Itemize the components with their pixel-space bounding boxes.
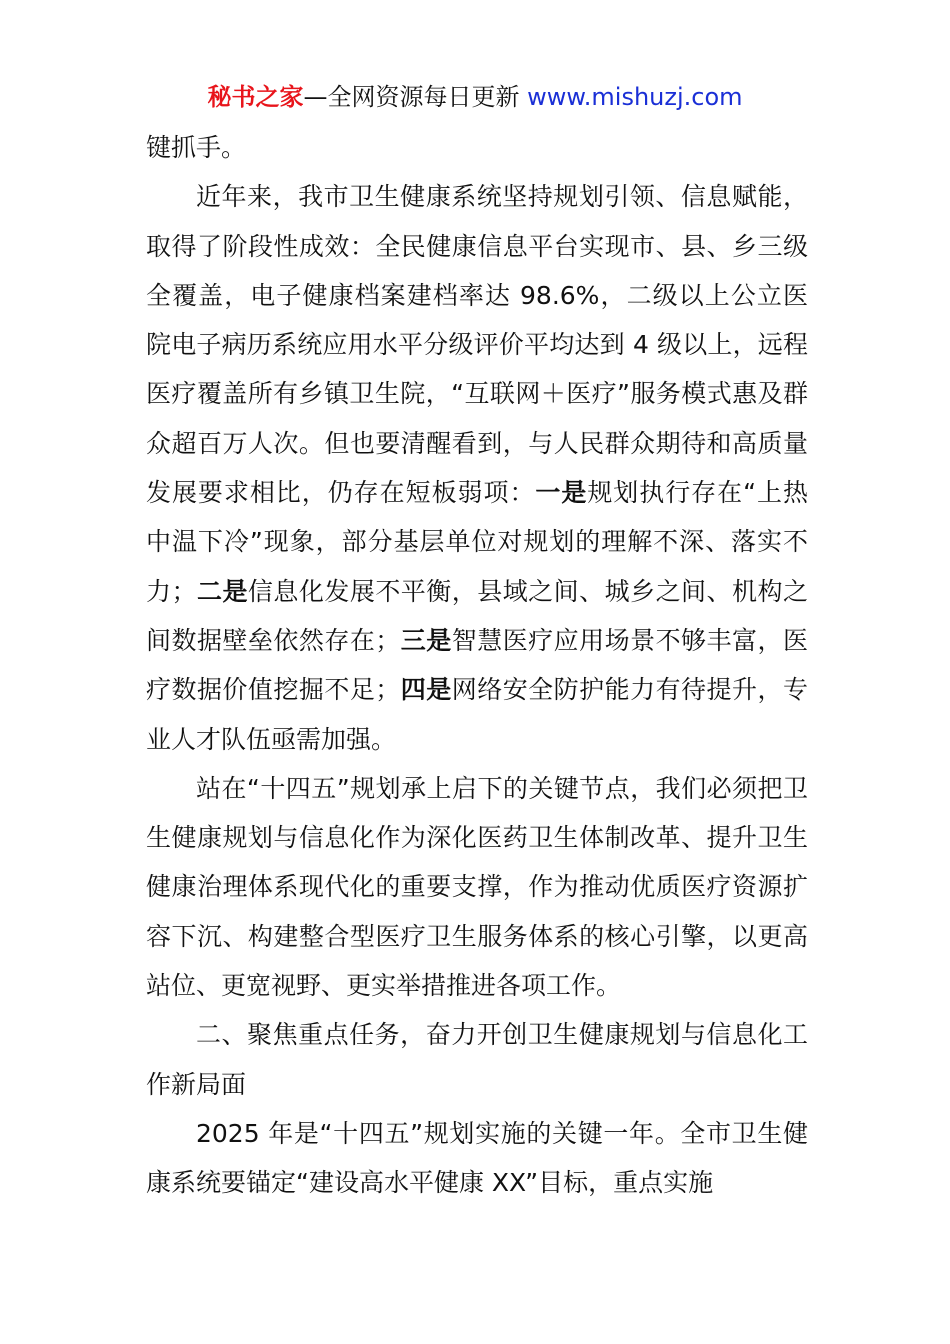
document-body bbox=[146, 123, 808, 1208]
point-keyword: 三是 bbox=[400, 625, 452, 655]
site-url-link[interactable]: www.mishuzj.com bbox=[527, 83, 743, 111]
paragraph-text: 近年来，我市卫生健康系统坚持规划引领、信息赋能，取得了阶段性成效：全民健康信息平台实现市、县、乡三级全覆盖，电子健康档案建档率达 98.6%，二级以上公立医院电子病历系统应用水平分级评价平均达到 4 级以上，远程医疗覆盖所有乡镇卫生院，“互联网＋医疗”服务模式惠及群众超百万人次。但也要清醒看到，与人民群众期待和高质量发展要求相比，仍存在短板弱项： bbox=[146, 182, 808, 508]
site-tagline: —全网资源每日更新 bbox=[303, 83, 520, 111]
point-text: 网络安全防护能力有待提升，专业人才队伍亟需加强。 bbox=[146, 675, 808, 754]
paragraph-key-node: 站在“十四五”规划承上启下的关键节点，我们必须把卫生健康规划与信息化作为深化医药卫生体制改革、提升卫生健康治理体系现代化的重要支撑，作为推动优质医疗资源扩容下沉、构建整合型医疗卫生服务体系的核心引擎，以更高站位、更宽视野、更实举措推进各项工作。 bbox=[146, 773, 808, 1001]
site-header bbox=[0, 80, 950, 114]
site-brand: 秘书之家 bbox=[207, 83, 304, 111]
paragraph-2025: 2025 年是“十四五”规划实施的关键一年。全市卫生健康系统要锚定“建设高水平健康 XX”目标，重点实施 bbox=[146, 1118, 808, 1198]
point-text: 智慧医疗应用场景不够丰富，医疗数据价值挖掘不足； bbox=[146, 625, 808, 705]
point-keyword: 二是 bbox=[196, 576, 248, 606]
point-text: 规划执行存在“上热中温下冷”现象，部分基层单位对规划的理解不深、落实不力； bbox=[146, 478, 808, 606]
point-text: 信息化发展不平衡，县域之间、城乡之间、机构之间数据壁垒依然存在； bbox=[146, 576, 808, 655]
paragraph-achievements bbox=[146, 172, 808, 764]
section-heading: 二、聚焦重点任务，奋力开创卫生健康规划与信息化工作新局面 bbox=[146, 1020, 808, 1099]
point-keyword: 一是 bbox=[535, 478, 588, 508]
point-keyword: 四是 bbox=[400, 675, 452, 705]
paragraph-continuation: 键抓手。 bbox=[146, 133, 247, 162]
